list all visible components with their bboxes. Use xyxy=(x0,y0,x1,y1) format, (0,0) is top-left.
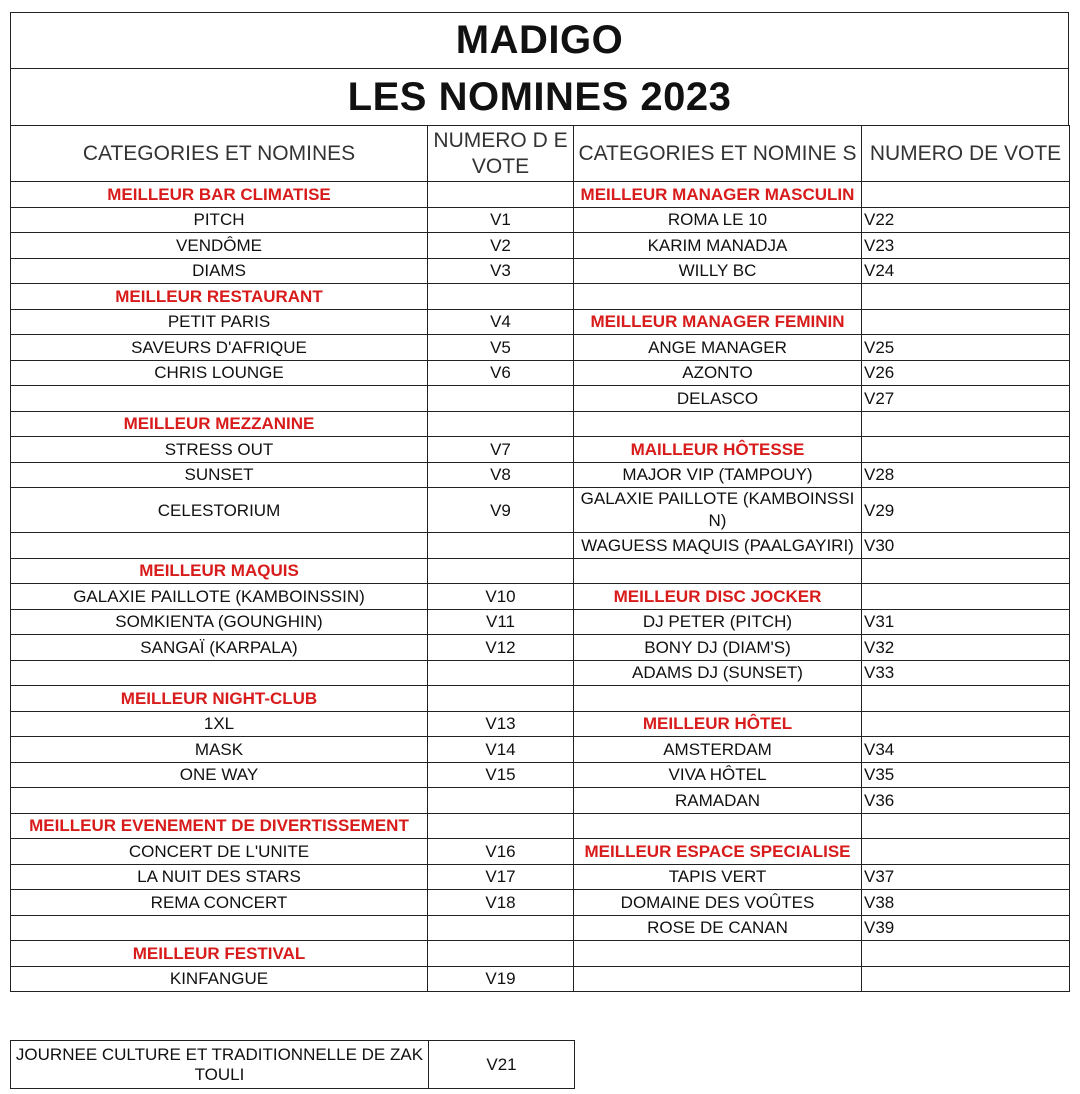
extra-nominee-vote: V21 xyxy=(429,1041,575,1089)
vote-number-left xyxy=(428,788,574,814)
vote-number-left: V16 xyxy=(428,839,574,865)
vote-number-left: V7 xyxy=(428,437,574,463)
vote-number-right: V26 xyxy=(862,360,1070,386)
nominee-left: 1XL xyxy=(11,711,428,737)
nominee-right: VIVA HÔTEL xyxy=(574,762,862,788)
vote-number-right: V36 xyxy=(862,788,1070,814)
category-right: MEILLEUR DISC JOCKER xyxy=(574,584,862,610)
category-left: MEILLEUR RESTAURANT xyxy=(11,284,428,310)
vote-number-left xyxy=(428,813,574,839)
vote-number-right xyxy=(862,941,1070,967)
vote-number-right: V39 xyxy=(862,915,1070,941)
table-row xyxy=(11,233,1070,259)
table-row xyxy=(11,839,1070,865)
extra-nominee-table xyxy=(10,1040,575,1089)
nominee-left: KINFANGUE xyxy=(11,966,428,992)
vote-number-left: V15 xyxy=(428,762,574,788)
vote-number-right: V27 xyxy=(862,386,1070,412)
category-right: MEILLEUR HÔTEL xyxy=(574,711,862,737)
table-row xyxy=(11,386,1070,412)
nominee-right: KARIM MANADJA xyxy=(574,233,862,259)
nominee-left: PITCH xyxy=(11,207,428,233)
vote-number-left: V14 xyxy=(428,737,574,763)
nominee-left xyxy=(11,386,428,412)
nominee-left: LA NUIT DES STARS xyxy=(11,864,428,890)
vote-number-right: V34 xyxy=(862,737,1070,763)
nominee-right xyxy=(574,284,862,310)
table-row xyxy=(11,182,1070,208)
nominee-right: ROMA LE 10 xyxy=(574,207,862,233)
vote-number-right xyxy=(862,284,1070,310)
nominee-right xyxy=(574,558,862,584)
header-right-category: CATEGORIES ET NOMINE S xyxy=(574,126,862,182)
header-right-number: NUMERO DE VOTE xyxy=(862,126,1070,182)
table-row xyxy=(11,284,1070,310)
nominee-right xyxy=(574,411,862,437)
vote-number-right: V35 xyxy=(862,762,1070,788)
category-right: MEILLEUR MANAGER MASCULIN xyxy=(574,182,862,208)
nominee-left: PETIT PARIS xyxy=(11,309,428,335)
nominee-left: MASK xyxy=(11,737,428,763)
nominee-right: DOMAINE DES VOÛTES xyxy=(574,890,862,916)
table-row xyxy=(11,411,1070,437)
vote-number-right xyxy=(862,813,1070,839)
vote-number-left xyxy=(428,558,574,584)
nominee-left: CHRIS LOUNGE xyxy=(11,360,428,386)
category-left: MEILLEUR BAR CLIMATISE xyxy=(11,182,428,208)
table-row xyxy=(11,533,1070,559)
nominee-right: ROSE DE CANAN xyxy=(574,915,862,941)
nominee-left xyxy=(11,533,428,559)
vote-number-right xyxy=(862,966,1070,992)
nominee-left: SOMKIENTA (GOUNGHIN) xyxy=(11,609,428,635)
vote-number-left: V10 xyxy=(428,584,574,610)
vote-number-left xyxy=(428,686,574,712)
nominee-left: CELESTORIUM xyxy=(11,488,428,533)
vote-number-right xyxy=(862,411,1070,437)
vote-number-left: V2 xyxy=(428,233,574,259)
nominee-left: ONE WAY xyxy=(11,762,428,788)
table-row xyxy=(11,635,1070,661)
table-row xyxy=(11,711,1070,737)
nominee-left: GALAXIE PAILLOTE (KAMBOINSSIN) xyxy=(11,584,428,610)
nominee-right xyxy=(574,941,862,967)
vote-number-left: V3 xyxy=(428,258,574,284)
vote-number-left: V19 xyxy=(428,966,574,992)
table-row xyxy=(11,941,1070,967)
nominee-left xyxy=(11,788,428,814)
table-row xyxy=(11,488,1070,533)
header-left-number: NUMERO D E VOTE xyxy=(428,126,574,182)
vote-number-right xyxy=(862,686,1070,712)
vote-number-left: V17 xyxy=(428,864,574,890)
nominee-right: AMSTERDAM xyxy=(574,737,862,763)
vote-number-left xyxy=(428,411,574,437)
table-row xyxy=(11,686,1070,712)
vote-number-left: V1 xyxy=(428,207,574,233)
vote-number-right: V22 xyxy=(862,207,1070,233)
nominee-left: SUNSET xyxy=(11,462,428,488)
vote-number-left xyxy=(428,386,574,412)
vote-number-left xyxy=(428,182,574,208)
category-right: MAILLEUR HÔTESSE xyxy=(574,437,862,463)
table-row xyxy=(11,437,1070,463)
category-left: MEILLEUR MAQUIS xyxy=(11,558,428,584)
vote-number-right xyxy=(862,558,1070,584)
nominee-right: ANGE MANAGER xyxy=(574,335,862,361)
table-row xyxy=(11,762,1070,788)
table-row xyxy=(11,207,1070,233)
vote-number-right: V32 xyxy=(862,635,1070,661)
vote-number-left: V11 xyxy=(428,609,574,635)
vote-number-left: V9 xyxy=(428,488,574,533)
vote-number-right: V24 xyxy=(862,258,1070,284)
extra-nominee-name: JOURNEE CULTURE ET TRADITIONNELLE DE ZAK TOULI xyxy=(11,1041,429,1089)
nominees-sheet xyxy=(10,12,1069,992)
nominee-right: MAJOR VIP (TAMPOUY) xyxy=(574,462,862,488)
nominee-right xyxy=(574,813,862,839)
vote-number-left: V18 xyxy=(428,890,574,916)
table-row xyxy=(11,462,1070,488)
table-row xyxy=(11,813,1070,839)
vote-number-right: V31 xyxy=(862,609,1070,635)
nominee-right: BONY DJ (DIAM'S) xyxy=(574,635,862,661)
table-header-row xyxy=(11,126,1070,182)
vote-number-right: V28 xyxy=(862,462,1070,488)
vote-number-left: V5 xyxy=(428,335,574,361)
category-left: MEILLEUR NIGHT-CLUB xyxy=(11,686,428,712)
vote-number-right: V23 xyxy=(862,233,1070,259)
table-row xyxy=(11,864,1070,890)
nominee-right: TAPIS VERT xyxy=(574,864,862,890)
nominee-right: RAMADAN xyxy=(574,788,862,814)
vote-number-left: V12 xyxy=(428,635,574,661)
table-row xyxy=(11,258,1070,284)
nominee-right: DJ PETER (PITCH) xyxy=(574,609,862,635)
nominee-left xyxy=(11,660,428,686)
vote-number-right: V33 xyxy=(862,660,1070,686)
vote-number-left xyxy=(428,941,574,967)
vote-number-right xyxy=(862,711,1070,737)
nominee-right: GALAXIE PAILLOTE (KAMBOINSSIN) xyxy=(574,488,862,533)
category-left: MEILLEUR MEZZANINE xyxy=(11,411,428,437)
vote-number-left xyxy=(428,660,574,686)
vote-number-left xyxy=(428,533,574,559)
vote-number-right xyxy=(862,437,1070,463)
table-row xyxy=(11,788,1070,814)
nominee-right: WILLY BC xyxy=(574,258,862,284)
header-left-category: CATEGORIES ET NOMINES xyxy=(11,126,428,182)
nominee-left: REMA CONCERT xyxy=(11,890,428,916)
table-row xyxy=(11,335,1070,361)
category-right: MEILLEUR ESPACE SPECIALISE xyxy=(574,839,862,865)
vote-number-left: V8 xyxy=(428,462,574,488)
nominee-right xyxy=(574,966,862,992)
vote-number-right: V30 xyxy=(862,533,1070,559)
vote-number-right xyxy=(862,839,1070,865)
nominee-right: DELASCO xyxy=(574,386,862,412)
nominee-right: WAGUESS MAQUIS (PAALGAYIRI) xyxy=(574,533,862,559)
vote-number-right: V37 xyxy=(862,864,1070,890)
table-row xyxy=(11,309,1070,335)
table-row xyxy=(11,966,1070,992)
nominee-left: CONCERT DE L'UNITE xyxy=(11,839,428,865)
category-left: MEILLEUR EVENEMENT DE DIVERTISSEMENT xyxy=(11,813,428,839)
table-row xyxy=(11,609,1070,635)
nominee-right xyxy=(574,686,862,712)
vote-number-right: V25 xyxy=(862,335,1070,361)
page-subtitle: LES NOMINES 2023 xyxy=(10,68,1069,125)
table-row xyxy=(11,915,1070,941)
table-row xyxy=(11,584,1070,610)
table-row xyxy=(11,890,1070,916)
vote-number-left: V4 xyxy=(428,309,574,335)
vote-number-left: V13 xyxy=(428,711,574,737)
page-title: MADIGO xyxy=(10,12,1069,68)
vote-number-left: V6 xyxy=(428,360,574,386)
table-row xyxy=(11,737,1070,763)
table-row xyxy=(11,360,1070,386)
vote-number-left xyxy=(428,284,574,310)
nominees-table xyxy=(10,125,1070,992)
nominee-right: AZONTO xyxy=(574,360,862,386)
extra-row xyxy=(11,1041,575,1089)
vote-number-right xyxy=(862,182,1070,208)
vote-number-right: V38 xyxy=(862,890,1070,916)
vote-number-left xyxy=(428,915,574,941)
nominee-left: VENDÔME xyxy=(11,233,428,259)
vote-number-right xyxy=(862,584,1070,610)
nominee-left xyxy=(11,915,428,941)
category-left: MEILLEUR FESTIVAL xyxy=(11,941,428,967)
category-right: MEILLEUR MANAGER FEMININ xyxy=(574,309,862,335)
vote-number-right: V29 xyxy=(862,488,1070,533)
nominee-left: DIAMS xyxy=(11,258,428,284)
nominee-right: ADAMS DJ (SUNSET) xyxy=(574,660,862,686)
nominee-left: SANGAÏ (KARPALA) xyxy=(11,635,428,661)
nominee-left: STRESS OUT xyxy=(11,437,428,463)
table-row xyxy=(11,558,1070,584)
table-row xyxy=(11,660,1070,686)
nominee-left: SAVEURS D'AFRIQUE xyxy=(11,335,428,361)
vote-number-right xyxy=(862,309,1070,335)
